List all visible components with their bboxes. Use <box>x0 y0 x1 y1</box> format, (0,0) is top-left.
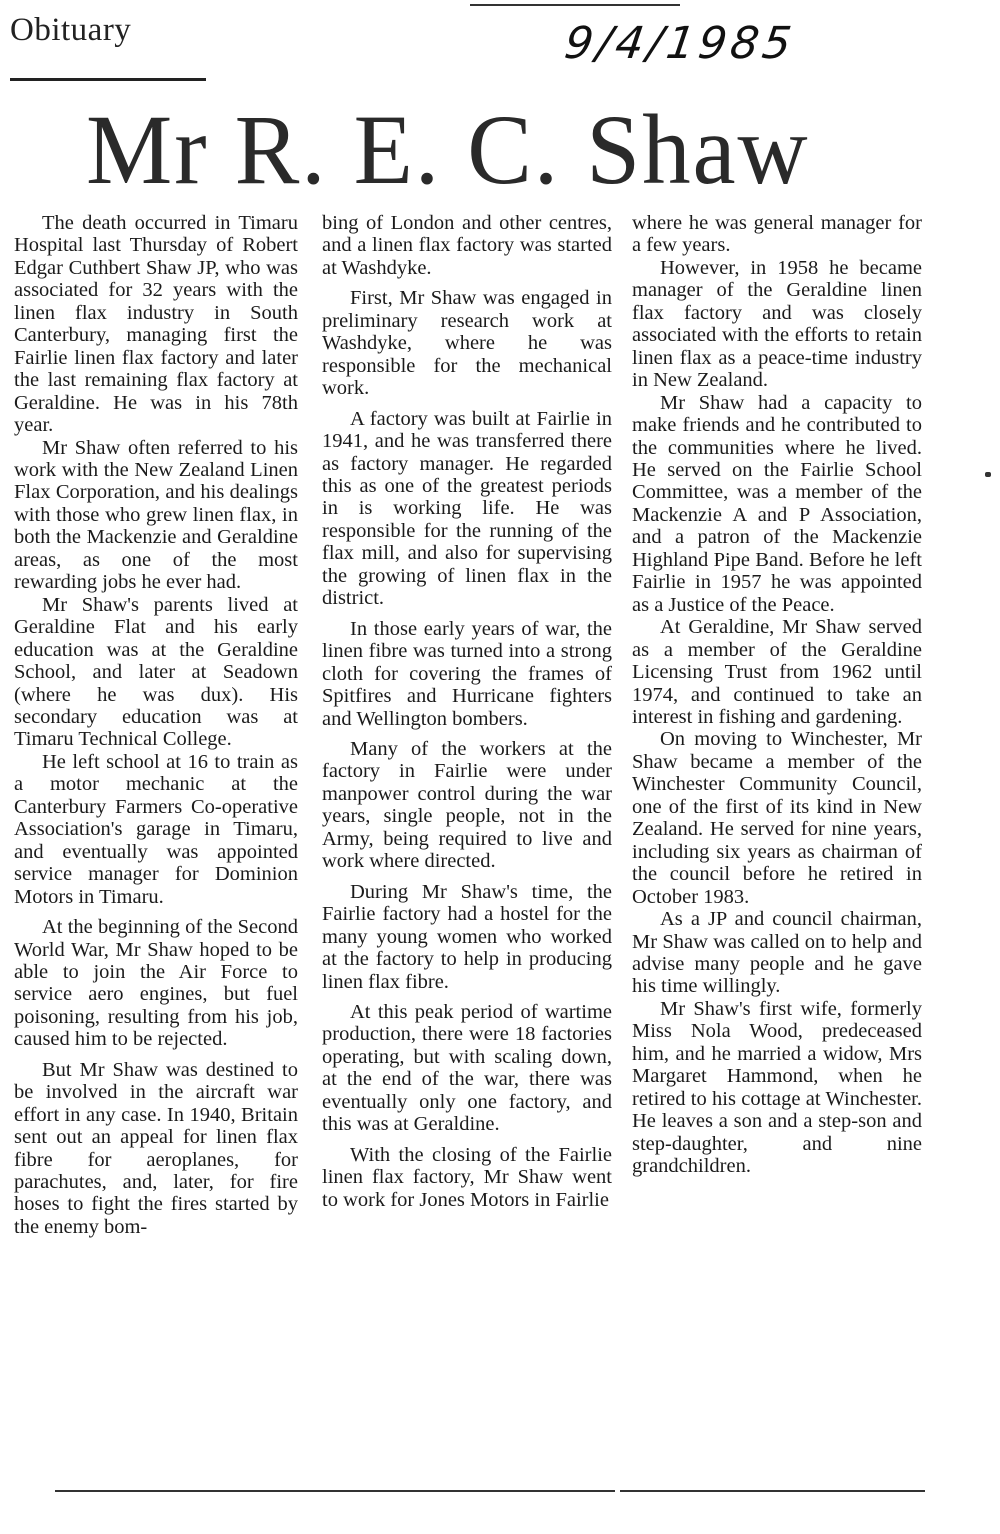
paragraph: As a JP and council chairman, Mr Shaw was called on to help and advise many people and he gave his time willingly. <box>632 908 922 998</box>
paragraph: Mr Shaw's first wife, formerly Miss Nola Wood, predeceased him, and he married a widow, Mrs Margaret Hammond, when he retired to his cottage at Winchester. He leaves a son and a step-son and step-daughter, and nine grandchildren. <box>632 997 922 1178</box>
paragraph: However, in 1958 he became manager of the Geraldine linen flax factory and was closely associated with the efforts to retain linen flax as a peace-time industry in New Zealand. <box>632 256 922 392</box>
paragraph: A factory was built at Fairlie in 1941, and he was transferred there as factory manager. He regarded this as one of the greatest periods in is working life. He was responsible for the running of the flax mill, and also for supervising the growing of linen flax in the district. <box>322 407 612 610</box>
article-column-1 <box>14 212 298 1238</box>
handwritten-date: 9/4/1985 <box>561 18 799 69</box>
paragraph: In those early years of war, the linen fibre was turned into a strong cloth for covering the frames of Spitfires and Hurricane fighters and Wellington bombers. <box>322 617 612 730</box>
paragraph: Mr Shaw often referred to his work with the New Zealand Linen Flax Corporation, and his dealings with those who grew linen flax, in both the Mackenzie and Geraldine areas, as one of the most rewarding jobs he ever had. <box>14 436 298 594</box>
bottom-rule-right <box>620 1490 925 1492</box>
paragraph: The death occurred in Timaru Hospital last Thursday of Robert Edgar Cuthbert Shaw JP, who was associated for 32 years with the linen flax industry in South Canterbury, managing first the Fairlie linen flax factory and later the last remaining flax factory at Geraldine. He was in his 78th year. <box>14 212 298 437</box>
paragraph: He left school at 16 to train as a motor mechanic at the Canterbury Farmers Co-operative Association's garage in Timaru, and eventually was appointed service manager for Dominion Motors in Timaru. <box>14 750 298 908</box>
bottom-rule-left <box>55 1490 615 1492</box>
headline: Mr R. E. C. Shaw <box>86 94 810 205</box>
article-column-2 <box>322 212 612 1211</box>
paragraph: At this peak period of wartime production, there were 18 factories operating, but with scaling down, at the end of the war, there was eventually only one factory, and this was at Geraldine. <box>322 1000 612 1136</box>
paragraph: During Mr Shaw's time, the Fairlie factory had a hostel for the many young women who worked at the factory to help in producing linen flax fibre. <box>322 880 612 993</box>
paragraph: At Geraldine, Mr Shaw served as a member of the Geraldine Licensing Trust from 1962 until 1974, and continued to take an interest in fishing and gardening. <box>632 616 922 728</box>
margin-mark <box>985 472 991 477</box>
section-label: Obituary <box>10 12 132 48</box>
paragraph: Mr Shaw had a capacity to make friends and he contributed to the communities where he lived. He served on the Fairlie School Committee, was a member of the Mackenzie A and P Association, and a patron of the Mackenzie Highland Pipe Band. Before he left Fairlie in 1957 he was appointed as a Justice of the Peace. <box>632 391 922 616</box>
paragraph: At the beginning of the Second World War, Mr Shaw hoped to be able to join the Air Force to service aero engines, but fuel poisoning, resulting from his job, caused him to be rejected. <box>14 916 298 1051</box>
paragraph: With the closing of the Fairlie linen flax factory, Mr Shaw went to work for Jones Motors in Fairlie <box>322 1143 612 1211</box>
section-underline <box>10 78 206 81</box>
paragraph: bing of London and other centres, and a linen flax factory was started at Washdyke. <box>322 212 612 279</box>
top-rule <box>470 4 680 6</box>
paragraph: Mr Shaw's parents lived at Geraldine Flat and his early education was at the Geraldine School, and later at Seadown (where he was dux). His secondary education was at Timaru Technical College. <box>14 593 298 751</box>
paragraph: On moving to Winchester, Mr Shaw became a member of the Winchester Community Council, one of the first of its kind in New Zealand. He served for nine years, including six years as chairman of the council before he retired in October 1983. <box>632 728 922 908</box>
paragraph: But Mr Shaw was destined to be involved in the aircraft war effort in any case. In 1940, Britain sent out an appeal for linen flax fibre for aeroplanes, for parachutes, and, later, for fire hoses to fight the fires started by the enemy bom- <box>14 1058 298 1238</box>
paragraph: Many of the workers at the factory in Fairlie were under manpower control during the war years, single people, not in the Army, being required to live and work where directed. <box>322 737 612 873</box>
article-column-3 <box>632 212 922 1177</box>
paragraph: where he was general manager for a few years. <box>632 212 922 257</box>
paragraph: First, Mr Shaw was engaged in preliminary research work at Washdyke, where he was responsible for the mechanical work. <box>322 287 612 400</box>
